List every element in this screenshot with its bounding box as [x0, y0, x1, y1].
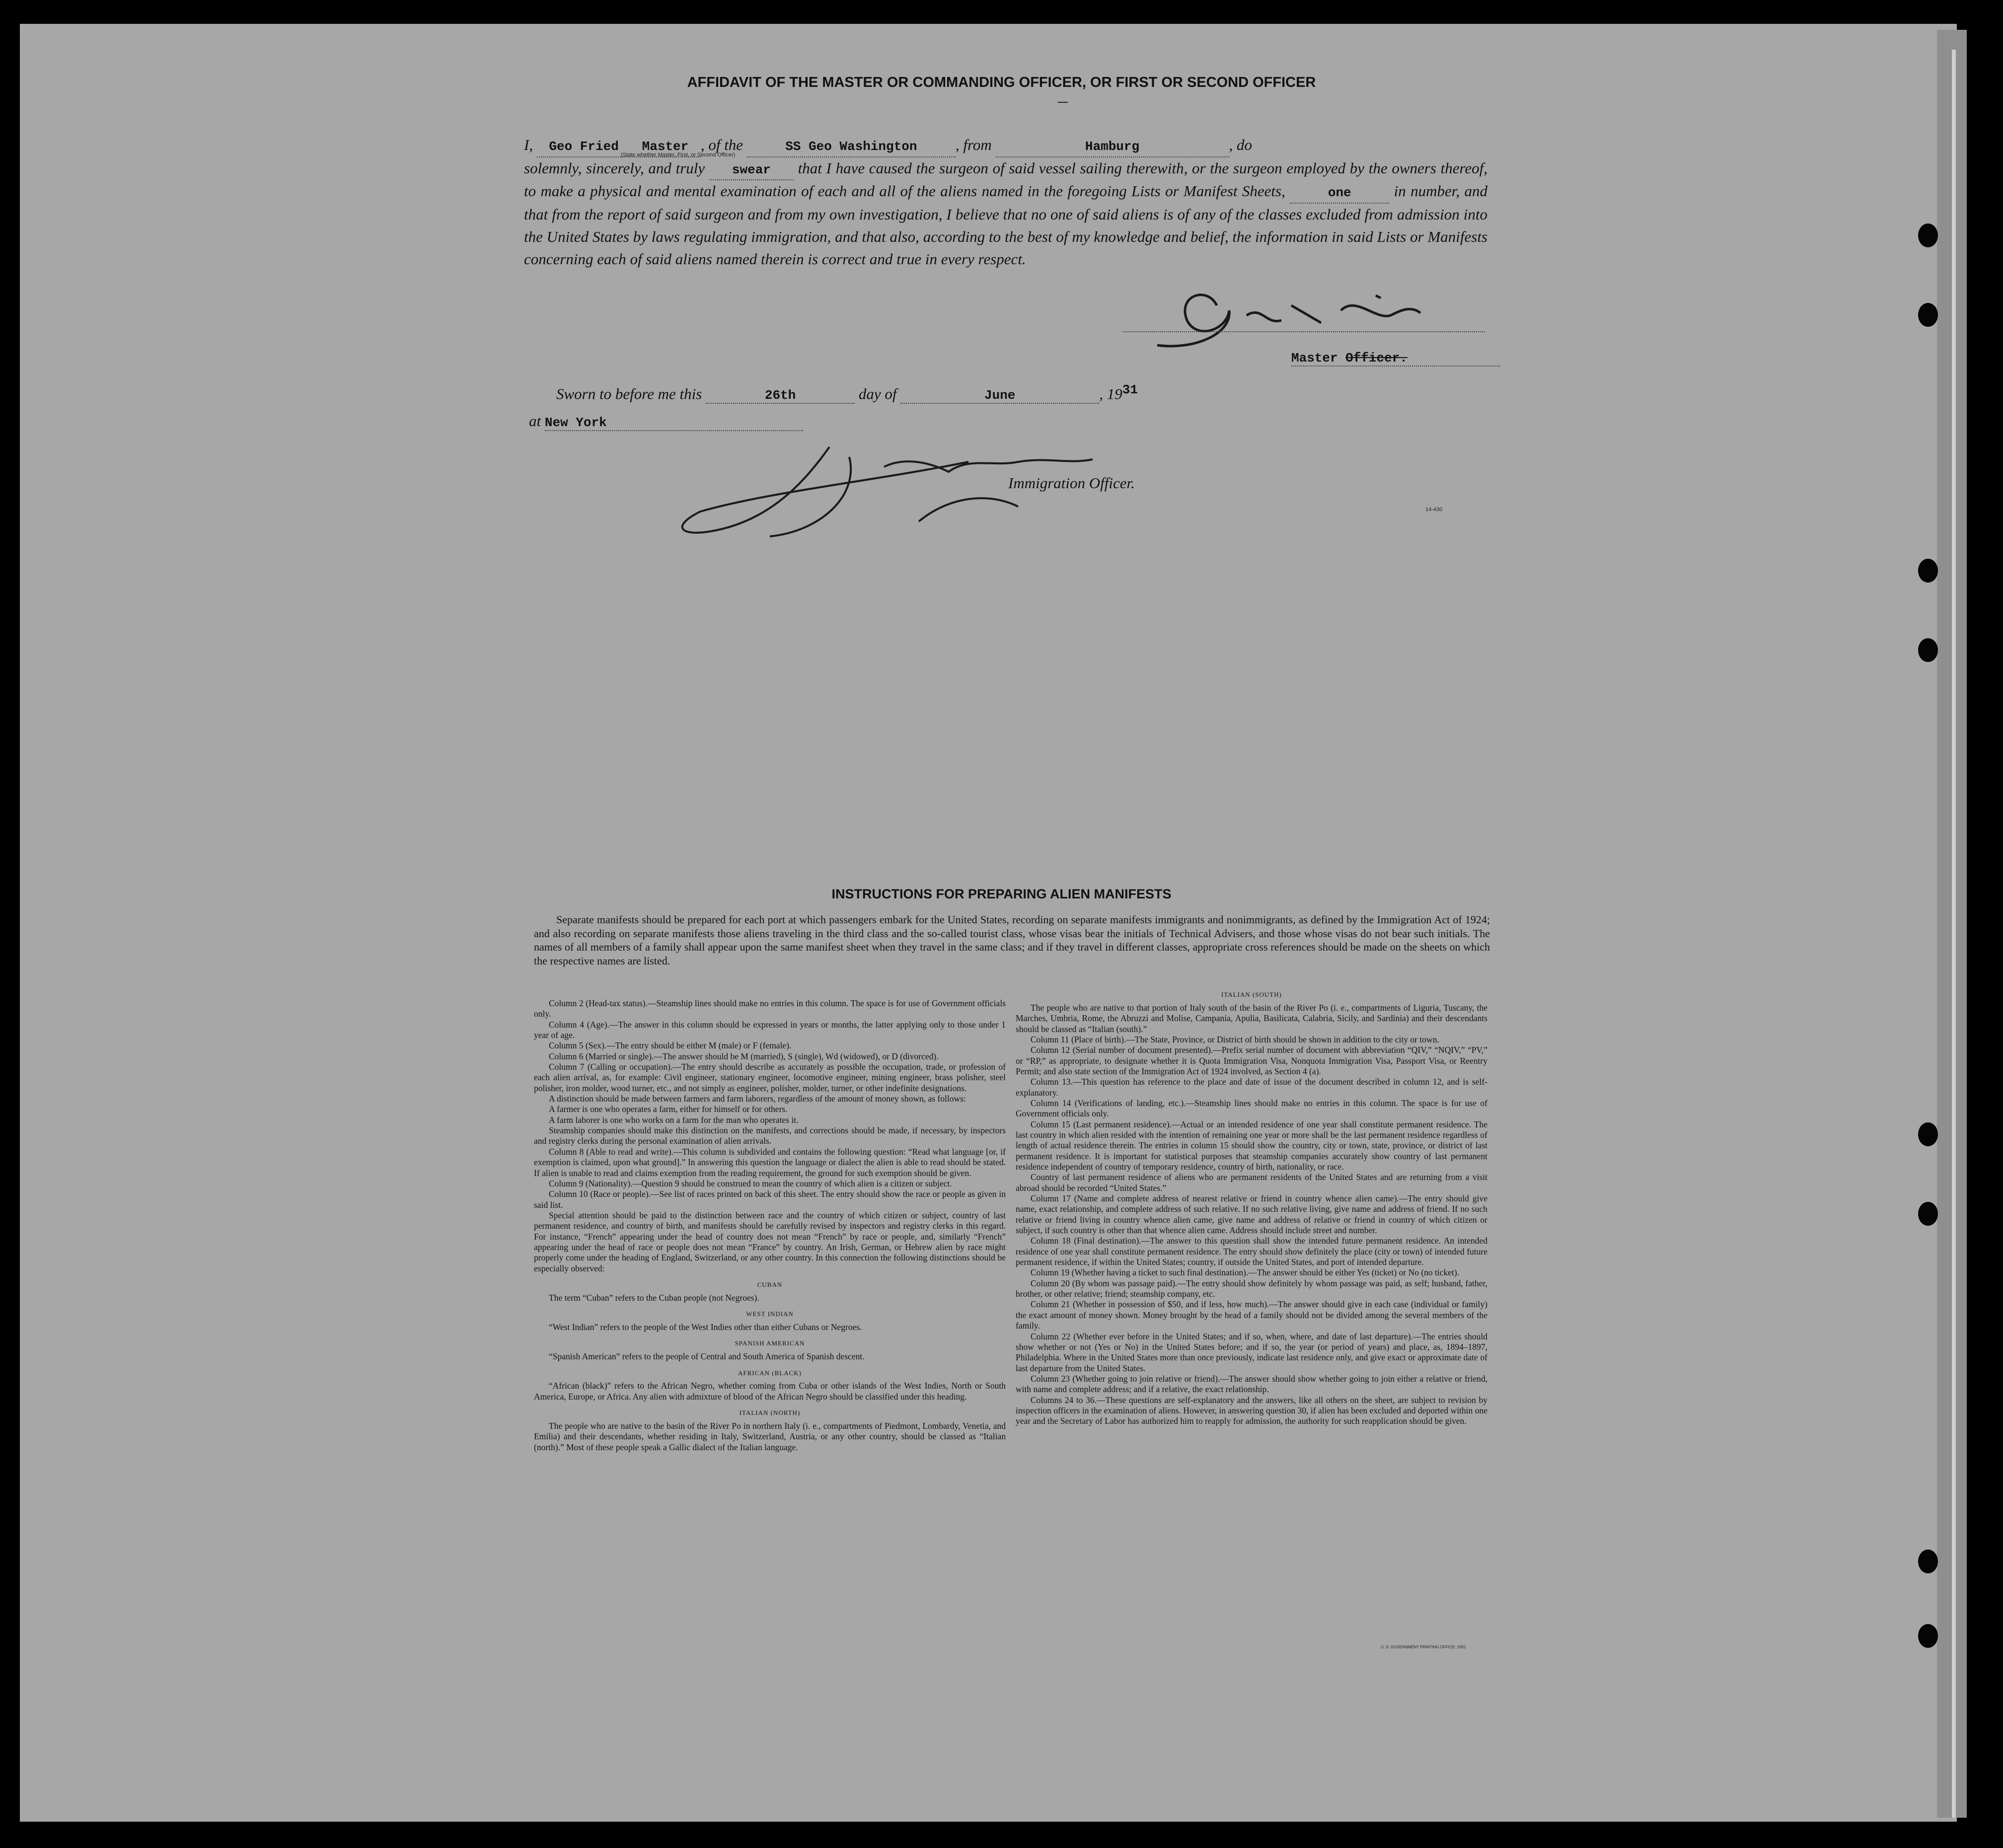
title-rule: [1058, 102, 1068, 103]
binder-hole: [1918, 1624, 1938, 1648]
printing-office-note: U. S. GOVERNMENT PRINTING OFFICE: 1931: [1381, 1645, 1466, 1649]
officer-rank: Master: [642, 139, 689, 154]
instruction-paragraph: Column 22 (Whether ever before in the United States; and if so, when, where, and date of last departure).—The entries should show whether or not (Yes or No) in the United States before; and if so, the year (or period of years) and place, as, 1894–1897, Philadelphia. Where in the United States more than once previously, indicate last residence only, and give exact or approximate date of last departure from the United States.: [1016, 1331, 1487, 1373]
instructions-right-column: [1016, 991, 1487, 1427]
signer-title: Master: [1291, 351, 1338, 366]
section-heading-cuban: CUBAN: [757, 1280, 783, 1288]
instruction-paragraph: Column 8 (Able to read and write).—This column is subdivided and contains the following question: “Read what language [or, if exemption is claimed, upon what ground].” In answering this question the language or dialect the alien is able to read should be stated. If alien is unable to read and claims exemption from the reading requirement, the ground for such exemption should be given.: [534, 1146, 1006, 1178]
instruction-paragraph: Column 12 (Serial number of document presented).—Prefix serial number of document with abbreviation “QIV,” “NQIV,” “PV,” or “RP,” as appropriate, to designate whether it is Quota Immigration Visa, Nonquota Immigration Visa, Passport Visa, or Reentry Permit; and also state section of the Immigration Act of 1924 involved, as Section 4 (a).: [1016, 1045, 1487, 1076]
from-label: , from: [955, 136, 992, 153]
instruction-paragraph: Column 21 (Whether in possession of $50, and if less, how much).—The answer should give in each case (individual or family) the exact amount of money shown. Money brought by the head of a family should not be divided among the several members of the family.: [1016, 1299, 1487, 1331]
section-heading-west-indian: WEST INDIAN: [746, 1310, 794, 1318]
instruction-paragraph: Column 23 (Whether going to join relative or friend).—The answer should show whether going to join either a relative or friend, with name and complete address; and if a relative, the exact relationship.: [1016, 1373, 1487, 1395]
instruction-paragraph: Special attention should be paid to the distinction between race and the country of which citizen or subject, country of last permanent residence, and country of birth, and manifests should be carefully revised by inspectors and registry clerks in this regard. For instance, “French” appearing under the head of country does not mean “French” by race or people, and, similarly “French” appearing under the head of race or people does not mean “France” by country. An Irish, German, or Hebrew alien by race might properly come under the heading of England, Switzerland, or any other country. In this connection the following distinctions should be especially observed:: [534, 1210, 1006, 1273]
place-line: [529, 412, 803, 431]
instruction-paragraph: The people who are native to the basin of the River Po in northern Italy (i. e., compartments of Piedmont, Lombardy, Venetia, and Emilia) and their descendants, whether residing in Italy, Switzerland, Austria, or any other country, should be classed as “Italian (north).” Most of these people speak a Gallic dialect of the Italian language.: [534, 1420, 1006, 1452]
instruction-paragraph: “West Indian” refers to the people of the West Indies other than either Cubans or Negroes.: [549, 1322, 862, 1332]
instruction-paragraph: Column 5 (Sex).—The entry should be either M (male) or F (female).: [549, 1040, 792, 1051]
instruction-paragraph: Column 11 (Place of birth).—The State, Province, or District of birth should be shown in addition to the city or town.: [1031, 1034, 1439, 1044]
section-heading-italian-south: ITALIAN (SOUTH): [1221, 991, 1282, 998]
year-prefix: , 19: [1099, 385, 1122, 403]
page-edge-line: [1952, 50, 1956, 1818]
sheets-count-field: one: [1290, 184, 1389, 204]
instructions-title: INSTRUCTIONS FOR PREPARING ALIEN MANIFESTS: [831, 887, 1172, 901]
binder-hole: [1918, 223, 1938, 247]
instruction-paragraph: Column 19 (Whether having a ticket to such final destination).—The answer should be either Yes (ticket) or No (no ticket).: [1031, 1267, 1460, 1278]
affidavit-line2b: that I have caused the surgeon of said vessel sailing therewith, or the surgeon employed by the owners thereof, to make a physical and mental examination of each and all of the aliens named in the foregoing Lists or Manifest Sheets,: [524, 159, 1488, 200]
affidavit-i: I,: [524, 136, 533, 153]
binder-hole: [1918, 1122, 1938, 1146]
section-heading-african: AFRICAN (BLACK): [738, 1369, 802, 1377]
port-field: Hamburg: [996, 138, 1229, 157]
vessel-field: SS Geo Washington: [747, 138, 956, 157]
instruction-paragraph: “African (black)” refers to the African Negro, whether coming from Cuba or other islands of the West Indies, North or South America, Europe, or Africa. Any alien with admixture of blood of the African Negro should be classified under this heading.: [534, 1381, 1006, 1402]
instruction-paragraph: The term “Cuban” refers to the Cuban people (not Negroes).: [549, 1292, 759, 1303]
officer-label: Immigration Officer.: [1008, 474, 1135, 492]
instruction-paragraph: Column 4 (Age).—The answer in this column should be expressed in years or months, the latter applying only to those under 1 year of age.: [534, 1019, 1006, 1040]
instruction-paragraph: Columns 24 to 36.—These questions are self-explanatory and the answers, like all others on the sheet, are subject to revision by inspection officers in the examination of aliens. However, in answering question 30, if alien has been excluded and deported within one year and the Secretary of Labor has authorized him to reapply for admission, the authority for such reapplication should be given.: [1016, 1395, 1487, 1426]
instruction-paragraph: The people who are native to that portion of Italy south of the basin of the River Po (i. e., compartments of Liguria, Tuscany, the Marches, Umbria, Rome, the Abruzzi and Molise, Campania, Apulia, Basilicata, Calabria, Sicily, and Sardinia) and their descendants should be classed as “Italian (south).”: [1016, 1002, 1487, 1034]
instruction-paragraph: “Spanish American” refers to the people of Central and South America of Spanish descent.: [549, 1351, 865, 1362]
signer-title-field: [1291, 348, 1500, 367]
master-signature-line: [1122, 330, 1485, 332]
binder-hole: [1918, 1550, 1938, 1573]
officer-name: Geo Fried: [549, 139, 619, 154]
instruction-paragraph: Column 17 (Name and complete address of nearest relative or friend in country whence alien came).—The entry should give name, exact relationship, and complete address of such relative. If no such relative living, give name and address of friend. If no such relative or friend living in country whence alien came, give name and address of relative or friend in country of which citizen or subject, if such country is other than that whence alien came. Address should include street and number.: [1016, 1193, 1487, 1236]
instruction-paragraph: Column 6 (Married or single).—The answer should be M (married), S (single), Wd (widowed), or D (divorced).: [549, 1051, 939, 1061]
instruction-paragraph: Column 7 (Calling or occupation).—The entry should describe as accurately as possible the occupation, trade, or profession of each alien arrival, as, for example: Civil engineer, stationary engineer, locomotive engineer, mining engineer, brass polisher, steel polisher, iron molder, wood turner, etc., and not simply as engineer, polisher, molder, turner, or other indefinite designations.: [534, 1062, 1006, 1093]
at-label: at: [529, 412, 541, 430]
instruction-paragraph: Column 2 (Head-tax status).—Steamship lines should make no entries in this column. The space is for use of Government officials only.: [534, 998, 1006, 1019]
sworn-label: Sworn to before me this: [556, 385, 702, 403]
section-heading-spanish-american: SPANISH AMERICAN: [735, 1339, 805, 1347]
binder-hole: [1918, 638, 1938, 662]
oath-field: swear: [709, 161, 794, 181]
instruction-paragraph: A distinction should be made between farmers and farm laborers, regardless of the amount of money shown, as follows:: [549, 1094, 966, 1104]
instruction-paragraph: Steamship companies should make this distinction on the manifests, and corrections should be made, if necessary, by inspectors and registry clerks during the personal examination of alien arrivals.: [534, 1125, 1006, 1146]
instruction-paragraph: Column 14 (Verifications of landing, etc.).—Steamship lines should make no entries in this column. The space is for use of Government officials only.: [1016, 1098, 1487, 1119]
instructions-left-column: [534, 998, 1006, 1453]
rank-note: (State whether Master, First, or Second Officer): [621, 152, 736, 158]
instruction-paragraph: A farmer is one who operates a farm, either for himself or for others.: [549, 1104, 788, 1114]
instruction-paragraph: A farm laborer is one who works on a farm for the man who operates it.: [549, 1114, 799, 1125]
instruction-paragraph: Column 18 (Final destination).—The answer to this question shall show the intended future permanent residence. An intended residence of one year shall constitute permanent residence. The entry should show definitely the place (city or town) of intended future permanent residence, if within the United States; country, if outside the United States, and port of intended departure.: [1016, 1236, 1487, 1267]
form-number: 14-430: [1425, 507, 1443, 513]
binder-hole: [1918, 559, 1938, 583]
of-the-label: , of the: [700, 136, 743, 153]
binder-hole: [1918, 303, 1938, 327]
instruction-paragraph: Column 13.—This question has reference to the place and date of issue of the document described in column 12, and is self-explanatory.: [1016, 1077, 1487, 1098]
instruction-paragraph: Country of last permanent residence of aliens who are permanent residents of the United States and are returning from a visit abroad should be recorded “United States.”: [1016, 1172, 1487, 1193]
binder-hole: [1918, 1202, 1938, 1226]
do-label: , do: [1229, 136, 1252, 153]
sworn-year: 31: [1122, 382, 1138, 397]
instruction-paragraph: Column 10 (Race or people).—See list of races printed on back of this sheet. The entry should show the race or people as given in said list.: [534, 1189, 1006, 1210]
instruction-paragraph: Column 9 (Nationality).—Question 9 should be construed to mean the country of which alien is a citizen or subject.: [549, 1178, 952, 1188]
affidavit-line2a: solemnly, sincerely, and truly: [524, 159, 705, 177]
place-field: New York: [545, 415, 803, 431]
instruction-paragraph: Column 20 (By whom was passage paid).—The entry should show definitely by whom passage was paid, as self; husband, father, brother, or other relative; friend; steamship company, etc.: [1016, 1278, 1487, 1299]
instructions-intro: Separate manifests should be prepared for each port at which passengers embark for the United States, recording on separate manifests immigrants and nonimmigrants, as defined by the Immigration Act of 1924; and also recording on separate manifests those aliens traveling in the third class and the so-called tourist class, whose visas bear the initials of Technical Advisers, and those whose visas do not bear such initials. The names of all members of a family shall appear upon the same manifest sheet when they travel in the same class; and if they travel in different classes, appropriate cross references should be made on the sheets on which the respective names are listed.: [534, 913, 1490, 967]
master-signature: [1142, 276, 1490, 355]
sworn-line: [556, 382, 1138, 404]
sworn-day-field: 26th: [706, 388, 855, 404]
instruction-paragraph: Column 15 (Last permanent residence).—Actual or an intended residence of one year shall constitute permanent residence. The last country in which alien resided with the intention of remaining one year or more shall be the last permanent residence regardless of length of actual residence therein. The entries in column 15 should show the country, city or town, state, province, or district of last permanent residence. It is important for statistical purposes that steamship companies accurately show country of last permanent residence independent of country of temporary residence, country of birth, nationality, or race.: [1016, 1119, 1487, 1172]
signer-title-struck: Officer.: [1345, 351, 1408, 366]
day-of-label: day of: [858, 385, 897, 403]
affidavit-title: AFFIDAVIT OF THE MASTER OR COMMANDING OFFICER, OR FIRST OR SECOND OFFICER: [687, 74, 1316, 90]
section-heading-italian-north: ITALIAN (NORTH): [739, 1409, 801, 1417]
affidavit-line3b: in number, and that from the report of said surgeon and from my own investigation, I believe that no one of said aliens is of any of the classes excluded from admission into the United States by laws regulating immigration, and that also, according to the best of my knowledge and belief, the information in said Lists or Manifests concerning each of said aliens named therein is correct and true in every respect.: [524, 182, 1488, 268]
sworn-month-field: June: [900, 388, 1099, 404]
